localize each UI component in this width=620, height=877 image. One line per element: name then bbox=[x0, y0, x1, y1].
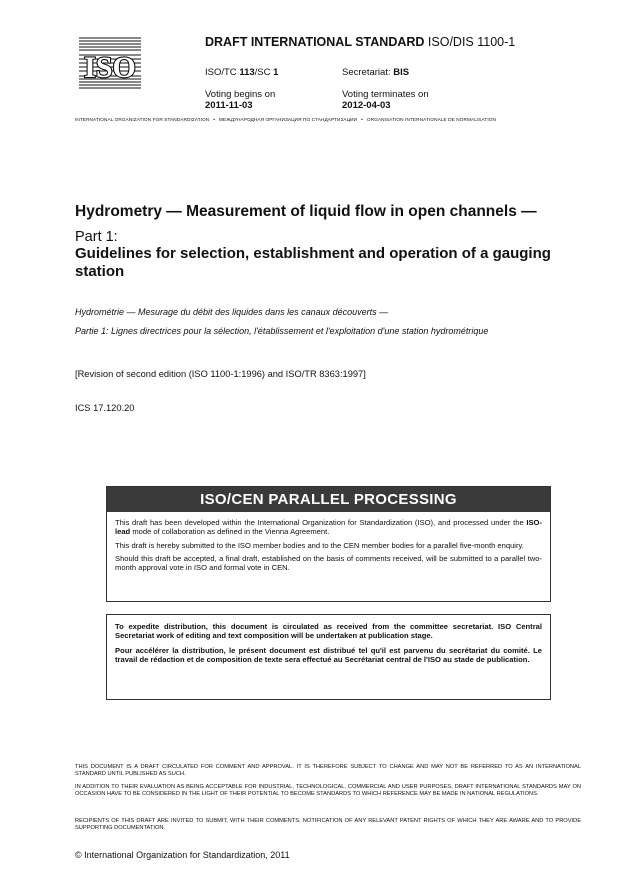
parallel-paragraph-3: Should this draft be accepted, a final draft, established on the basis of comments received, will be submitted to a parallel two-month approval vote in ISO and formal vote in CEN. bbox=[115, 553, 542, 573]
part-number: Part 1: bbox=[75, 229, 118, 245]
iso-logo bbox=[79, 37, 141, 89]
parallel-paragraph-1 bbox=[115, 518, 542, 537]
expedite-notice-box bbox=[106, 614, 551, 700]
voting-begins bbox=[205, 89, 275, 111]
committee-prefix: ISO/TC bbox=[205, 67, 240, 78]
parallel-processing-heading: ISO/CEN PARALLEL PROCESSING bbox=[107, 487, 550, 512]
doc-type: DRAFT INTERNATIONAL STANDARD bbox=[205, 35, 425, 49]
voting-begins-date: 2011-11-03 bbox=[205, 100, 253, 111]
voting-begins-label: Voting begins on bbox=[205, 89, 276, 100]
part-title: Guidelines for selection, establishment and operation of a gauging station bbox=[75, 245, 551, 280]
french-part-title: Partie 1: Lignes directrices pour la sélection, l'établissement et l'exploitation d'une station hydrométrique bbox=[75, 326, 489, 336]
committee-tc: 113 bbox=[239, 67, 255, 78]
voting-terminates-date: 2012-04-03 bbox=[342, 100, 391, 111]
voting-terminates bbox=[342, 89, 429, 111]
secretariat-value: BIS bbox=[393, 67, 410, 78]
copyright: © International Organization for Standardization, 2011 bbox=[75, 850, 290, 860]
committee-sc-prefix: /SC bbox=[254, 67, 274, 78]
p1-text-b: mode of collaboration as defined in the Vienna Agreement. bbox=[130, 527, 330, 537]
document-designation bbox=[205, 35, 515, 49]
iso-logo-graphic bbox=[79, 37, 141, 89]
org-name-en: INTERNATIONAL ORGANIZATION FOR STANDARDIZATION bbox=[75, 117, 210, 122]
p1-text-bold: ISO-lead bbox=[115, 518, 542, 537]
expedite-notice-en: To expedite distribution, this document is circulated as received from the committee secretariat. ISO Central Secretariat work of editing and text composition will be undertaken at publication stage. bbox=[115, 622, 542, 641]
disclaimer-1: THIS DOCUMENT IS A DRAFT CIRCULATED FOR COMMENT AND APPROVAL. IT IS THEREFORE SUBJECT TO CHANGE AND MAY NOT BE REFERRED TO AS AN INTERNATIONAL STANDARD UNTIL PUBLISHED AS SUCH. bbox=[75, 764, 581, 778]
secretariat bbox=[342, 67, 409, 78]
expedite-notice-fr: Pour accélérer la distribution, le présent document est distribué tel qu'il est parvenu du secrétariat du comité. Le travail de rédaction et de composition de texte sera effectué au Secrétariat central de l'ISO au stade de publication. bbox=[115, 645, 542, 664]
org-separator: • bbox=[213, 117, 216, 122]
iso-logo-text: ISO bbox=[84, 51, 136, 84]
org-name-fr: ORGANISATION INTERNATIONALE DE NORMALISATION bbox=[366, 117, 497, 122]
expedite-notice-body bbox=[107, 615, 550, 664]
french-main-title: Hydrométrie — Mesurage du débit des liquides dans les canaux découverts — bbox=[75, 307, 389, 317]
parallel-processing-body bbox=[107, 512, 550, 572]
disclaimer-3: RECIPIENTS OF THIS DRAFT ARE INVITED TO SUBMIT, WITH THEIR COMMENTS, NOTIFICATION OF ANY RELEVANT PATENT RIGHTS OF WHICH THEY ARE AWARE AND TO PROVIDE SUPPORTING DOCUMENTATION. bbox=[75, 818, 581, 832]
doc-number: ISO/DIS 1100-1 bbox=[427, 35, 516, 49]
parallel-processing-box bbox=[106, 486, 551, 602]
committee-sc: 1 bbox=[273, 67, 279, 78]
committee bbox=[205, 67, 278, 78]
parallel-paragraph-2: This draft is hereby submitted to the ISO member bodies and to the CEN member bodies for a parallel five-month enquiry. bbox=[115, 540, 524, 550]
p1-text-a: This draft has been developed within the International Organization for Standardization (ISO), and processed under the bbox=[115, 518, 527, 527]
organization-names bbox=[75, 117, 496, 122]
org-separator: • bbox=[361, 117, 363, 122]
org-name-ru: МЕЖДУНАРОДНАЯ ОРГАНИЗАЦИЯ ПО СТАНДАРТИЗАЦИИ bbox=[219, 117, 358, 122]
secretariat-label: Secretariat: bbox=[342, 67, 394, 78]
disclaimer-2: IN ADDITION TO THEIR EVALUATION AS BEING ACCEPTABLE FOR INDUSTRIAL, TECHNOLOGICAL, COMMERCIAL AND USER PURPOSES, DRAFT INTERNATIONAL STANDARDS MAY ON OCCASION HAVE TO BE CONSIDERED IN THE LIGHT OF THEIR POTENTIAL TO BECOME STANDARDS TO WHICH REFERENCE MAY BE MADE IN NATIONAL REGULATIONS. bbox=[75, 784, 581, 798]
voting-terminates-label: Voting terminates on bbox=[342, 89, 429, 100]
revision-note: [Revision of second edition (ISO 1100-1:1996) and ISO/TR 8363:1997] bbox=[75, 369, 366, 379]
ics-code: ICS 17.120.20 bbox=[75, 403, 135, 413]
main-title: Hydrometry — Measurement of liquid flow in open channels — bbox=[75, 203, 537, 220]
